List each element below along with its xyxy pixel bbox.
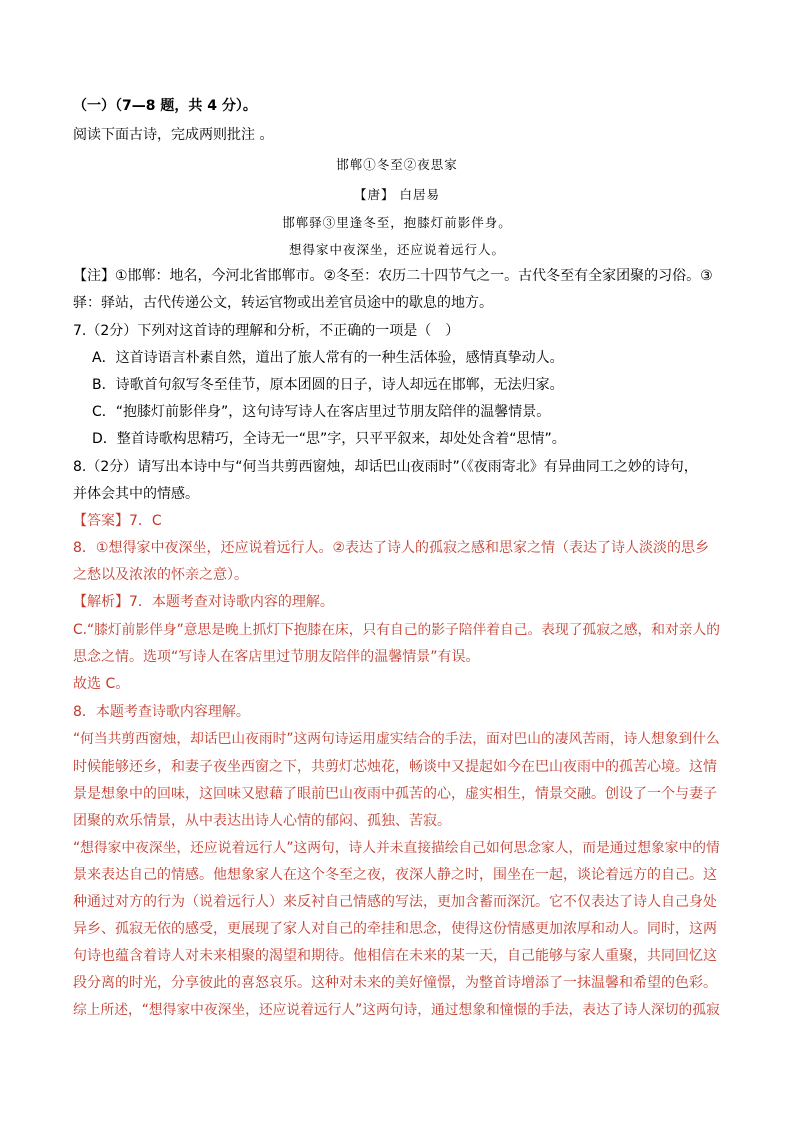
- analysis-line: 句诗也蕴含着诗人对未来相聚的渴望和期待。他相信在未来的某一天，自己能够与家人重聚，共同回忆这: [73, 948, 717, 964]
- analysis-line: C.“膝灯前影伴身”意思是晚上抓灯下抱膝在床，只有自己的影子陪伴着自己。表现了孤寂之感，和对亲人的: [73, 622, 720, 638]
- question-8-line-1: 8.（2分）请写出本诗中与“何当共剪西窗烛，却话巴山夜雨时”（《夜雨寄北》有异曲同工之妙的诗句，: [73, 459, 698, 475]
- analysis-line: 景来表达自己的情感。他想象家人在这个冬至之夜，夜深人静之时，围坐在一起，谈论着远方的自己。这: [73, 867, 717, 883]
- question-7-option-a: A．这首诗语言朴素自然，道出了旅人常有的一种生活体验，感情真挚动人。: [92, 350, 564, 366]
- analysis-line: 时候能够还乡，和妻子夜坐西窗之下，共剪灯芯烛花，畅谈中又提起如今在巴山夜雨中的孤苦心境。这情: [73, 759, 717, 775]
- analysis-line: “想得家中夜深坐，还应说着远行人”这两句，诗人并未直接描绘自己如何思念家人，而是通过想象家中的情: [73, 840, 720, 856]
- analysis-line: 故选 C。: [73, 676, 130, 692]
- analysis-line: 异乡、孤寂无依的感受，更展现了家人对自己的牵挂和思念，使得这份情感更加浓厚和动人。同时，这两: [73, 921, 717, 937]
- poem-title: 邯郸①冬至②夜思家: [336, 157, 458, 172]
- annotation-note-1: 【注】①邯郸：地名，今河北省邯郸市。②冬至：农历二十四节气之一。古代冬至有全家团聚的习俗。③: [73, 268, 713, 284]
- analysis-line: 种通过对方的行为（说着远行人）来反衬自己情感的写法，更加含蓄而深沉。它不仅表达了诗人自己身处: [73, 894, 717, 910]
- poem-author: 【唐】 白居易: [354, 187, 440, 202]
- question-7-option-b: B．诗歌首句叙写冬至佳节，原本团圆的日子，诗人却远在邯郸，无法归家。: [92, 377, 564, 393]
- poem-line-2: 想得家中夜深坐，还应说着远行人。: [288, 242, 505, 257]
- answer-heading: 【答案】7．C: [73, 513, 162, 529]
- analysis-heading: 【解析】7．本题考查对诗歌内容的理解。: [73, 594, 334, 610]
- question-7-option-d: D．整首诗歌构思精巧，全诗无一“思”字，只平平叙来，却处处含着“思情”。: [92, 431, 566, 447]
- answer-8-line-2: 之愁以及浓浓的怀亲之意）。: [73, 567, 248, 583]
- annotation-note-2: 驿：驿站，古代传递公文，转运官物或出差官员途中的歇息的地方。: [73, 295, 493, 311]
- question-7-stem: 7.（2分）下列对这首诗的理解和分析，不正确的一项是（ ）: [73, 323, 460, 339]
- analysis-line: 段分离的时光，分享彼此的喜怒哀乐。这种对未来的美好憧憬，为整首诗增添了一抹温馨和希望的色彩。: [73, 975, 717, 991]
- analysis-line: 景是想象中的回味，这回味又慰藉了眼前巴山夜雨中孤苦的心，虚实相生，情景交融。创设了一个与妻子: [73, 786, 717, 802]
- analysis-line: 综上所述，“想得家中夜深坐，还应说着远行人”这两句诗，通过想象和憧憬的手法，表达了诗人深切的孤寂: [73, 1002, 720, 1018]
- poem-line-1: 邯郸驿③里逢冬至，抱膝灯前影伴身。: [282, 215, 512, 230]
- question-8-line-2: 并体会其中的情感。: [73, 486, 199, 502]
- analysis-line: “何当共剪西窗烛，却话巴山夜雨时”这两句诗运用虚实结合的手法，面对巴山的凄风苦雨，诗人想象到什么: [73, 731, 720, 747]
- section-heading: （一）（7—8 题，共 4 分）。: [73, 98, 257, 114]
- answer-8-line-1: 8．①想得家中夜深坐，还应说着远行人。②表达了诗人的孤寂之感和思家之情（表达了诗人淡淡的思乡: [73, 540, 710, 556]
- analysis-line: 团聚的欢乐情景，从中表达出诗人心情的郁闷、孤独、苦寂。: [73, 813, 451, 829]
- analysis-line: 8．本题考查诗歌内容理解。: [73, 704, 250, 720]
- question-7-option-c: C．“抱膝灯前影伴身”，这句诗写诗人在客店里过节朋友陪伴的温馨情景。: [92, 404, 551, 420]
- analysis-line: 思念之情。选项“写诗人在客店里过节朋友陪伴的温馨情景”有误。: [73, 649, 480, 665]
- reading-instruction: 阅读下面古诗，完成两则批注 。: [73, 127, 274, 143]
